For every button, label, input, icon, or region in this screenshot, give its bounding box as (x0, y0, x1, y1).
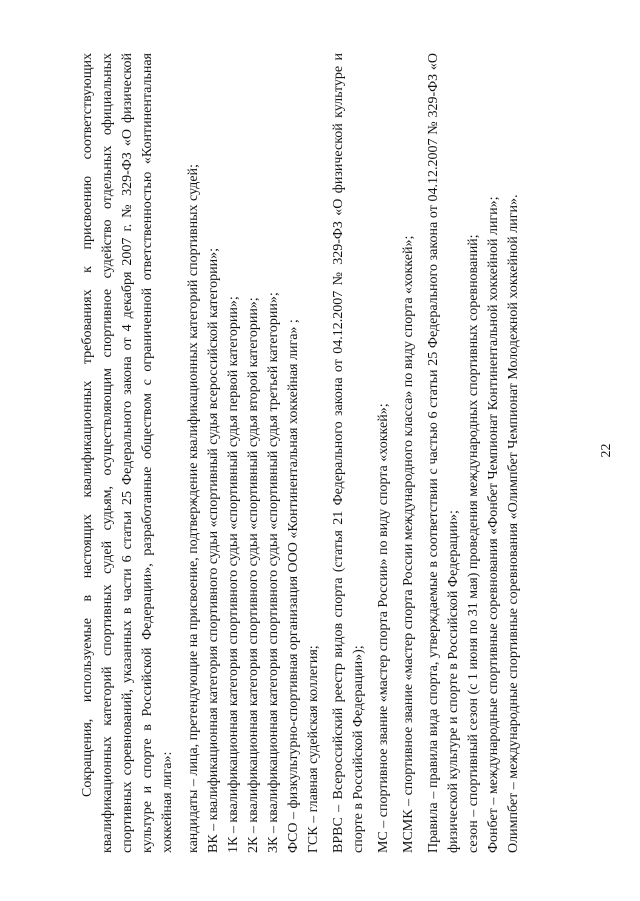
definition-msmk: МСМК – спортивное звание «мастер спорта России международного класса» по виду спорта «хоккей»; (401, 235, 416, 853)
intro-paragraph: Сокращения, используемые в настоящих квалификационных требованиях к присвоению соответствующих квалификационных категорий спортивных судей судьям, осуществляющим спортивное судейство отдельных официальных спортивных соревнований, указанных в части 6 статьи 25 Федерального закона от 4 декабря 2007 г. № 329-ФЗ «О физической культуре и спорте в Российской Федерации», разработанные обществом с ограниченной ответственностью «Континентальная хоккейная лига»: (80, 53, 175, 853)
definition-rules: Правила – правила вида спорта, утверждаемые в соответствии с частью 6 статьи 25 Федерального закона от 04.12.2007 № 329-ФЗ «О физической культуре и спорте в Российской Федерации»; (426, 53, 461, 853)
definition-gsk: ГСК – главная судейская коллегия; (306, 645, 321, 853)
definition-ms: МС – спортивное звание «мастер спорта России» по виду спорта «хоккей»; (376, 403, 391, 853)
definition-1k: 1К – квалификационная категория спортивного судьи «спортивный судья первой категории»; (226, 296, 241, 853)
definition-vk: ВК – квалификационная категория спортивного судьи «спортивный судья всероссийской категории»; (206, 247, 221, 853)
definition-vrvs: ВРВС – Всероссийский реестр видов спорта (статья 21 Федерального закона от 04.12.2007 № 329-ФЗ «О физической культуре и спорте в Российской Федерации»); (331, 53, 366, 853)
document-body (78, 53, 524, 853)
definition-season: сезон – спортивный сезон (с 1 июня по 31 мая) проведения международных спортивных соревнований; (466, 234, 481, 853)
definition-3k: 3К – квалификационная категория спортивного судьи «спортивный судья третьей категории»; (266, 292, 281, 853)
definition-olimpbet: Олимпбет – международные спортивные соревнования «Олимпбет Чемпионат Молодежной хоккейной лиги». (506, 194, 521, 853)
definition-fso: ФСО – физкультурно-спортивная организация ООО «Континентальная хоккейная лига» ; (286, 319, 301, 853)
definition-2k: 2К – квалификационная категория спортивного судьи «спортивный судья второй категории»; (246, 297, 261, 853)
definition-fonbet: Фонбет – международные спортивные соревнования «Фонбет Чемпионат Континентальной хоккейной лиги»; (486, 196, 501, 853)
page-number: 22 (599, 443, 614, 458)
definition-candidates: кандидаты – лица, претендующие на присвоение, подтверждение квалификационных категорий спортивных судей; (186, 164, 201, 853)
